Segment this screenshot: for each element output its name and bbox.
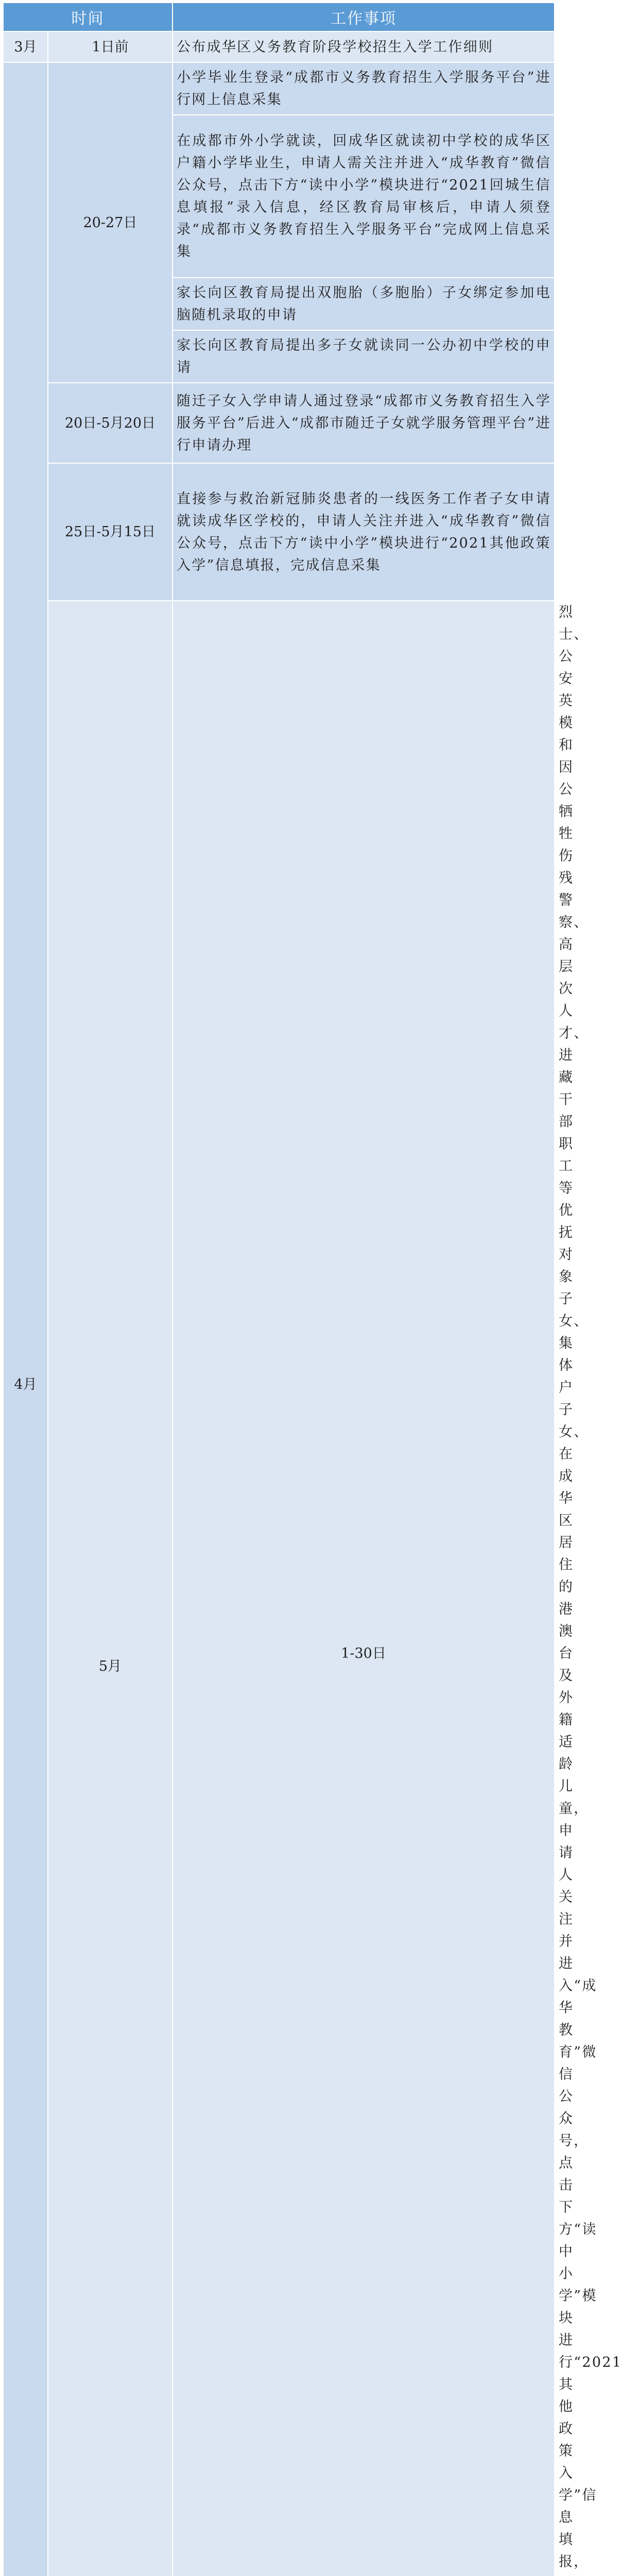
schedule-sheet (3, 2, 622, 2570)
work-item-cell: 直接参与救治新冠肺炎患者的一线医务工作者子女申请就读成华区学校的，申请人关注并进入“成华教育”微信公众号，点击下方“读中小学”模块进行“2021其他政策入学”信息填报，完成信息采集 (172, 463, 555, 601)
date-cell: 20-27日 (48, 62, 172, 383)
work-item-cell: 公布成华区义务教育阶段学校招生入学工作细则 (172, 31, 555, 62)
month-cell: 4月 (3, 62, 48, 2576)
work-item-cell: 在成都市外小学就读，回成华区就读初中学校的成华区户籍小学毕业生，申请人需关注并进入“成华教育”微信公众号，点击下方“读中小学”模块进行“2021回城生信息填报”录入信息，经区教育局审核后，申请人须登录“成都市义务教育招生入学服务平台”完成网上信息采集 (172, 115, 555, 278)
work-item-cell: 小学毕业生登录“成都市义务教育招生入学服务平台”进行网上信息采集 (172, 62, 555, 115)
header-time: 时间 (3, 3, 172, 31)
work-item-cell: 家长向区教育局提出多子女就读同一公办初中学校的申请 (172, 330, 555, 383)
month-cell: 3月 (3, 31, 48, 62)
month-cell: 5月 (48, 601, 172, 2576)
schedule-table (3, 2, 622, 2576)
table-row (3, 383, 555, 463)
date-cell: 20日-5月20日 (48, 383, 172, 463)
work-item-cell: 随迁子女入学申请人通过登录“成都市义务教育招生入学服务平台”后进入“成都市随迁子女就学服务管理平台”进行申请办理 (172, 383, 555, 463)
table-row: 5月 1-30日 烈士、公安英模和因公牺牲伤残警察、高层次人才、进藏干部职工等优抚对象子女、集体户子女、在成华区居住的港澳台及外籍适龄儿童，申请人关注并进入“成华教育”微信公众号，点击下方“读中小学”模块进行“2021其他政策入学”信息填报， (3, 601, 555, 2576)
work-item-cell: 家长向区教育局提出双胞胎（多胞胎）子女绑定参加电脑随机录取的申请 (172, 278, 555, 330)
header-work-item: 工作事项 (172, 3, 555, 31)
table-row (3, 463, 555, 601)
table-row (3, 62, 555, 115)
date-cell: 1日前 (48, 31, 172, 62)
date-cell: 25日-5月15日 (48, 463, 172, 601)
header-row (3, 3, 555, 31)
table-row (3, 31, 555, 62)
date-cell: 1-30日 (172, 601, 555, 2576)
